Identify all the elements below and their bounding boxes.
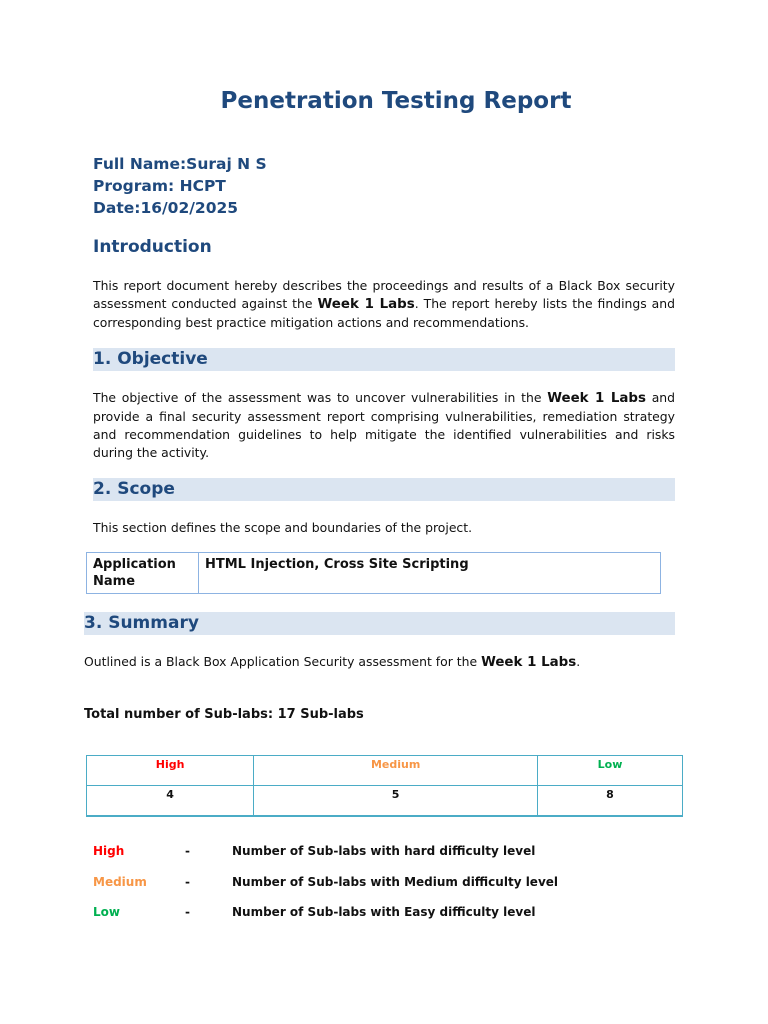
table-row	[87, 553, 661, 594]
summary-bold: Week 1 Labs	[481, 655, 577, 670]
introduction-text-2: . The report hereby lists the findings and corresponding best practice mitigation actions and recommendations.	[93, 296, 675, 330]
introduction-bold: Week 1 Labs	[317, 297, 415, 312]
introduction-paragraph	[93, 277, 675, 332]
scope-heading-band	[93, 478, 675, 501]
legend-low-desc: Number of Sub-labs with Easy difficulty level	[232, 905, 536, 919]
scope-table	[86, 552, 661, 594]
value-low: 8	[538, 786, 683, 817]
legend-high-desc: Number of Sub-labs with hard difficulty level	[232, 844, 536, 858]
introduction-text-1: This report document hereby describes the proceedings and results of a Black Box security assessment conducted against the	[93, 278, 675, 311]
objective-heading: 1. Objective	[93, 349, 208, 369]
legend-low-label: Low	[93, 905, 120, 919]
scope-paragraph: This section defines the scope and boundaries of the project.	[93, 520, 473, 535]
summary-heading-band	[84, 612, 675, 635]
objective-text-1: The objective of the assessment was to uncover vulnerabilities in the	[93, 390, 548, 405]
total-sublabs: Total number of Sub-labs: 17 Sub-labs	[84, 707, 364, 722]
legend-medium-label: Medium	[93, 875, 147, 889]
header-medium: Medium	[254, 756, 538, 786]
scope-heading: 2. Scope	[93, 479, 175, 499]
summary-heading: 3. Summary	[84, 613, 199, 633]
introduction-heading: Introduction	[93, 237, 212, 257]
legend-low-dash: -	[185, 905, 190, 919]
legend-high-label: High	[93, 844, 125, 858]
value-medium: 5	[254, 786, 538, 817]
table-row	[87, 756, 683, 786]
date: Date:16/02/2025	[93, 199, 239, 217]
header-low: Low	[538, 756, 683, 786]
objective-bold: Week 1 Labs	[547, 391, 646, 406]
full-name: Full Name:Suraj N S	[93, 155, 267, 173]
objective-heading-band	[93, 348, 675, 371]
scope-value-cell: HTML Injection, Cross Site Scripting	[199, 553, 661, 594]
summary-paragraph	[84, 653, 684, 672]
report-title: Penetration Testing Report	[220, 88, 572, 114]
objective-text-2: and provide a final security assessment report comprising vulnerabilities, remediation strategy and recommendation guidelines to help mitigate the identified vulnerabilities and risks during the activity.	[93, 390, 676, 460]
levels-table	[86, 755, 683, 817]
summary-text-2: .	[576, 654, 581, 669]
summary-text-1: Outlined is a Black Box Application Security assessment for the	[84, 654, 482, 669]
legend-medium-desc: Number of Sub-labs with Medium difficulty level	[232, 875, 559, 889]
value-high: 4	[87, 786, 254, 817]
legend-high-dash: -	[185, 844, 190, 858]
objective-paragraph	[93, 389, 675, 462]
program: Program: HCPT	[93, 177, 226, 195]
scope-label-cell: Application Name	[87, 553, 199, 594]
header-high: High	[87, 756, 254, 786]
table-row	[87, 786, 683, 817]
legend-medium-dash: -	[185, 875, 190, 889]
